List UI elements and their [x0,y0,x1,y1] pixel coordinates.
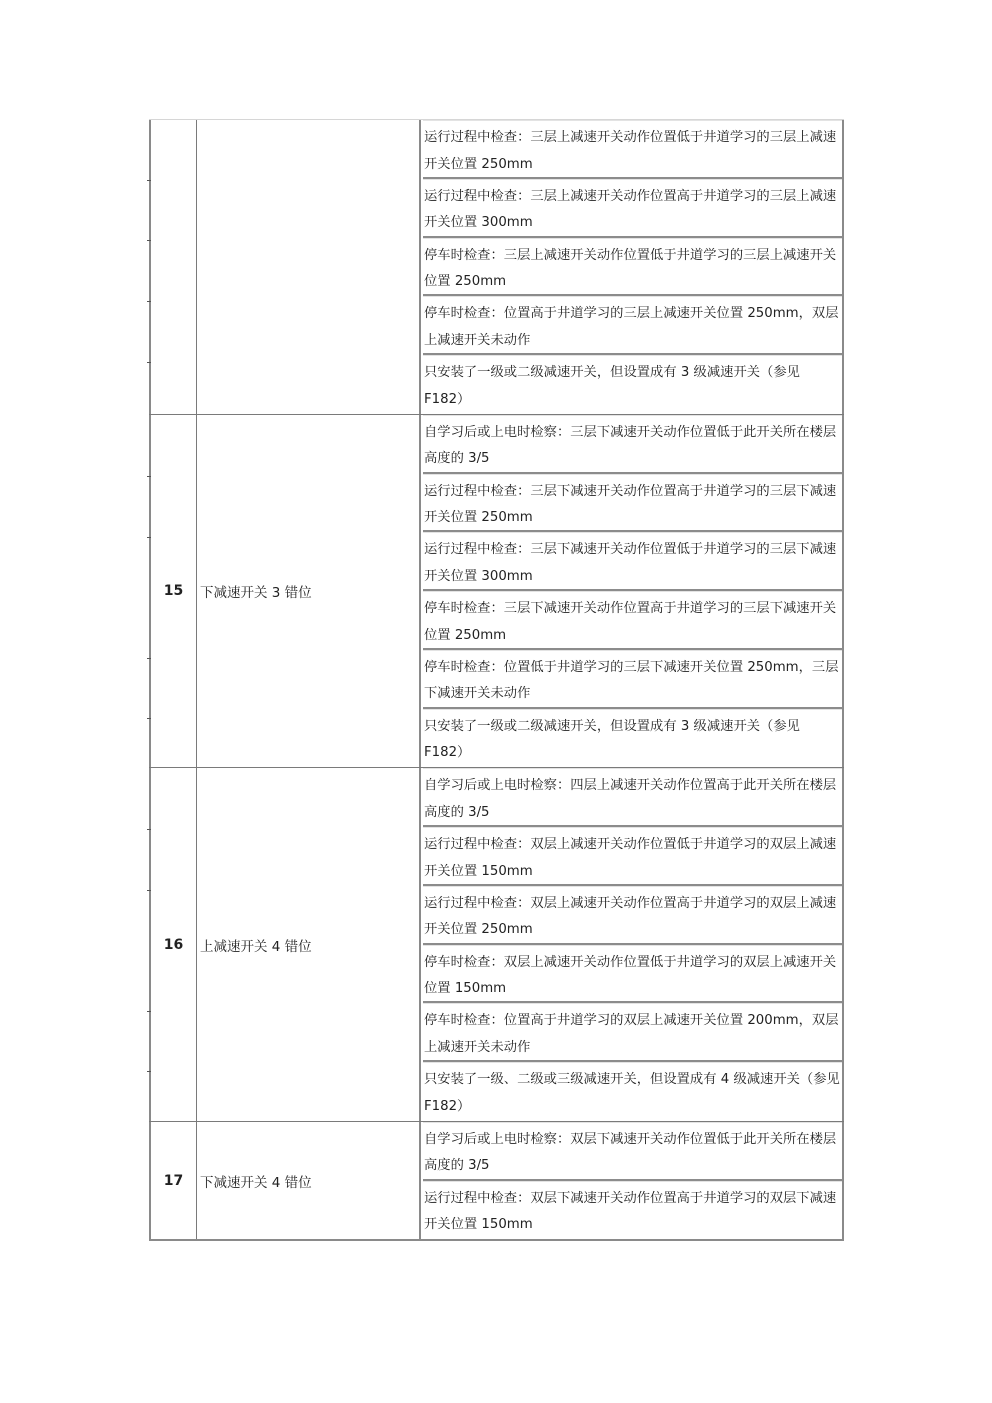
margin-tick [147,476,151,477]
row-error-name: 上减速开关 4 错位 [197,768,421,1121]
condition-cell: 停车时检查：位置高于井道学习的双层上减速开关位置 200mm，双层上减速开关未动作 [423,1003,842,1062]
table-row-group [149,767,844,1121]
condition-list [421,768,844,1121]
condition-cell: 运行过程中检查：双层上减速开关动作位置高于井道学习的双层上减速开关位置 250mm [423,886,842,945]
condition-cell: 停车时检查：三层上减速开关动作位置低于井道学习的三层上减速开关位置 250mm [423,238,842,297]
margin-tick [147,829,151,830]
condition-cell: 运行过程中检查：三层上减速开关动作位置低于井道学习的三层上减速开关位置 250mm [423,120,842,179]
margin-tick [147,1011,151,1012]
condition-cell: 只安装了一级或二级减速开关，但设置成有 3 级减速开关（参见 F182） [423,709,842,768]
condition-cell: 运行过程中检查：三层上减速开关动作位置高于井道学习的三层上减速开关位置 300mm [423,179,842,238]
condition-cell: 只安装了一级、二级或三级减速开关，但设置成有 4 级减速开关（参见 F182） [423,1062,842,1121]
row-error-name [197,120,421,414]
table-row-group [149,1121,844,1242]
margin-tick [147,718,151,719]
condition-cell: 停车时检查：位置低于井道学习的三层下减速开关位置 250mm，三层下减速开关未动作 [423,650,842,709]
condition-cell: 运行过程中检查：双层下减速开关动作位置高于井道学习的双层下减速开关位置 150mm [423,1181,842,1240]
condition-list [421,1122,844,1240]
row-error-name: 下减速开关 4 错位 [197,1122,421,1240]
table-row-group [149,414,844,768]
margin-tick [147,301,151,302]
margin-tick [147,180,151,181]
condition-cell: 自学习后或上电时检察：三层下减速开关动作位置低于此开关所在楼层高度的 3/5 [423,415,842,474]
margin-tick [147,1071,151,1072]
condition-cell: 自学习后或上电时检察：四层上减速开关动作位置高于此开关所在楼层高度的 3/5 [423,768,842,827]
condition-cell: 停车时检查：三层下减速开关动作位置高于井道学习的三层下减速开关位置 250mm [423,591,842,650]
row-error-name: 下减速开关 3 错位 [197,415,421,768]
row-number: 15 [149,415,197,768]
margin-tick [147,890,151,891]
error-code-table [149,119,844,1241]
margin-tick [147,240,151,241]
margin-tick [147,362,151,363]
margin-tick [147,537,151,538]
condition-cell: 停车时检查：双层上减速开关动作位置低于井道学习的双层上减速开关位置 150mm [423,945,842,1004]
table-row-group [149,119,844,414]
condition-cell: 运行过程中检查：三层下减速开关动作位置低于井道学习的三层下减速开关位置 300mm [423,532,842,591]
condition-cell: 自学习后或上电时检察：双层下减速开关动作位置低于此开关所在楼层高度的 3/5 [423,1122,842,1181]
row-number: 17 [149,1122,197,1240]
condition-cell: 运行过程中检查：双层上减速开关动作位置低于井道学习的双层上减速开关位置 150mm [423,827,842,886]
condition-list [421,415,844,768]
condition-cell: 运行过程中检查：三层下减速开关动作位置高于井道学习的三层下减速开关位置 250mm [423,474,842,533]
condition-cell: 停车时检查：位置高于井道学习的三层上减速开关位置 250mm，双层上减速开关未动作 [423,296,842,355]
row-number: 16 [149,768,197,1121]
condition-list [421,120,844,414]
margin-tick [147,658,151,659]
condition-cell: 只安装了一级或二级减速开关，但设置成有 3 级减速开关（参见 F182） [423,355,842,414]
row-number [149,120,197,414]
